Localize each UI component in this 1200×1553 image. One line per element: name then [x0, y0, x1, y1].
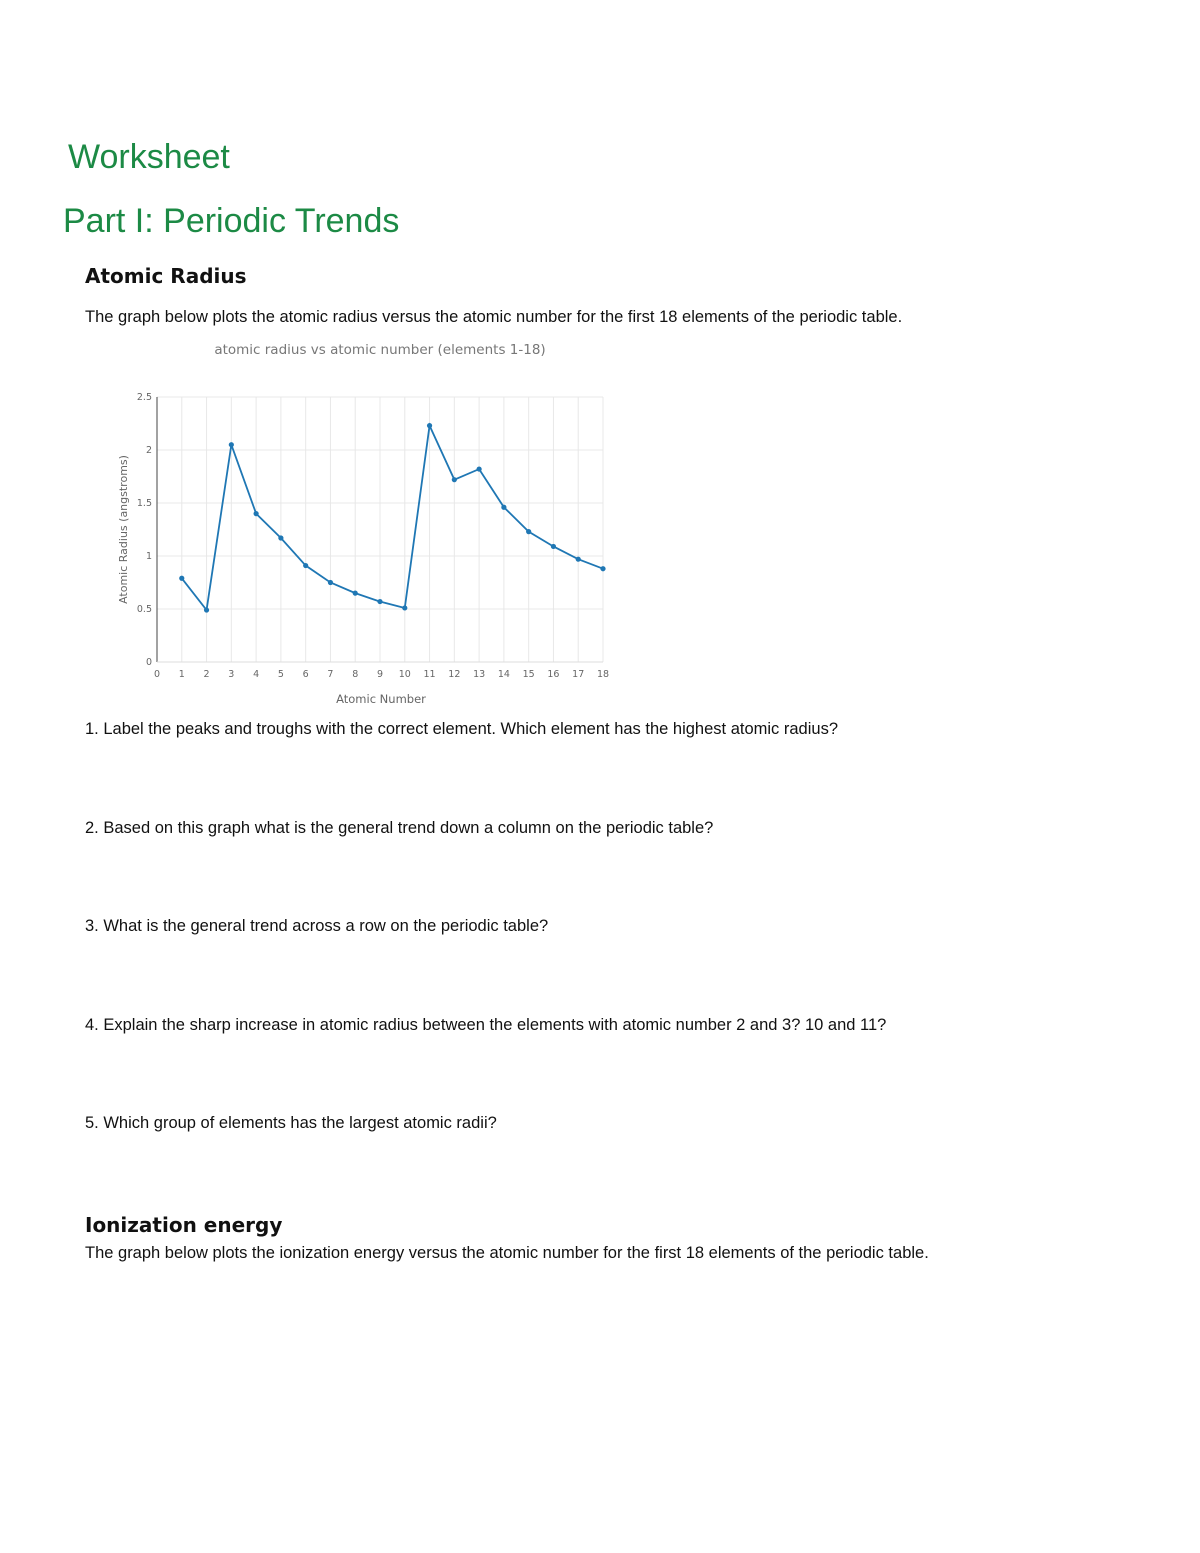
x-tick-label: 16 [547, 669, 560, 680]
x-tick-label: 11 [423, 669, 436, 680]
y-tick-label: 2 [145, 445, 152, 456]
atomic-radius-intro: The graph below plots the atomic radius versus the atomic number for the first 18 elements of the periodic table. [85, 308, 903, 326]
y-tick-label: 1 [145, 551, 152, 562]
x-tick-label: 18 [596, 669, 610, 680]
x-tick-label: 17 [572, 669, 585, 680]
data-point [303, 563, 308, 568]
ionization-energy-heading: Ionization energy [85, 1213, 283, 1237]
x-tick-label: 0 [153, 669, 161, 680]
ionization-energy-intro: The graph below plots the ionization energy versus the atomic number for the first 18 elements of the periodic table. [85, 1244, 929, 1262]
y-axis-label: Atomic Radius (angstroms) [117, 455, 130, 604]
question-3: 3. What is the general trend across a row on the periodic table? [85, 917, 549, 935]
data-point [402, 605, 407, 610]
y-tick-label: 1.5 [136, 498, 152, 509]
x-tick-label: 2 [203, 669, 210, 680]
data-point [204, 607, 209, 612]
data-point [551, 544, 556, 549]
data-point [477, 466, 482, 471]
question-5: 5. Which group of elements has the largest atomic radii? [85, 1114, 497, 1132]
question-1: 1. Label the peaks and troughs with the correct element. Which element has the highest atomic radius? [85, 720, 839, 738]
atomic-radius-heading: Atomic Radius [85, 264, 247, 288]
part-title: Part I: Periodic Trends [63, 202, 400, 240]
x-tick-label: 10 [398, 669, 411, 680]
data-point [427, 423, 432, 428]
data-point [328, 580, 333, 585]
x-axis-label: Atomic Number [336, 692, 426, 706]
question-4: 4. Explain the sharp increase in atomic radius between the elements with atomic number 2 and 3? 10 and 11? [85, 1016, 887, 1034]
worksheet-title: Worksheet [68, 138, 230, 176]
data-point [501, 505, 506, 510]
x-tick-label: 14 [497, 669, 510, 680]
data-point [377, 599, 382, 604]
data-point [353, 591, 358, 596]
x-tick-label: 7 [327, 669, 334, 680]
data-point [278, 535, 283, 540]
chart-title: atomic radius vs atomic number (elements 1-18) [214, 342, 546, 358]
x-tick-label: 1 [178, 669, 185, 680]
data-point [229, 442, 234, 447]
y-tick-label: 0 [145, 657, 152, 668]
x-tick-label: 9 [376, 669, 384, 680]
x-tick-label: 4 [253, 669, 260, 680]
x-tick-label: 6 [302, 669, 309, 680]
x-tick-label: 5 [277, 669, 284, 680]
series-line [182, 426, 603, 610]
chart-svg [105, 335, 625, 710]
question-2: 2. Based on this graph what is the general trend down a column on the periodic table? [85, 819, 714, 837]
x-tick-label: 13 [473, 669, 486, 680]
y-tick-label: 0.5 [136, 604, 152, 615]
data-point [600, 566, 605, 571]
data-point [576, 557, 581, 562]
y-tick-label: 2.5 [136, 392, 152, 403]
data-point [452, 477, 457, 482]
data-point [526, 529, 531, 534]
data-point [179, 576, 184, 581]
x-tick-label: 15 [522, 669, 535, 680]
x-tick-label: 12 [448, 669, 461, 680]
data-point [254, 511, 259, 516]
atomic-radius-chart [105, 335, 625, 710]
x-tick-label: 8 [352, 669, 359, 680]
x-tick-label: 3 [228, 669, 235, 680]
